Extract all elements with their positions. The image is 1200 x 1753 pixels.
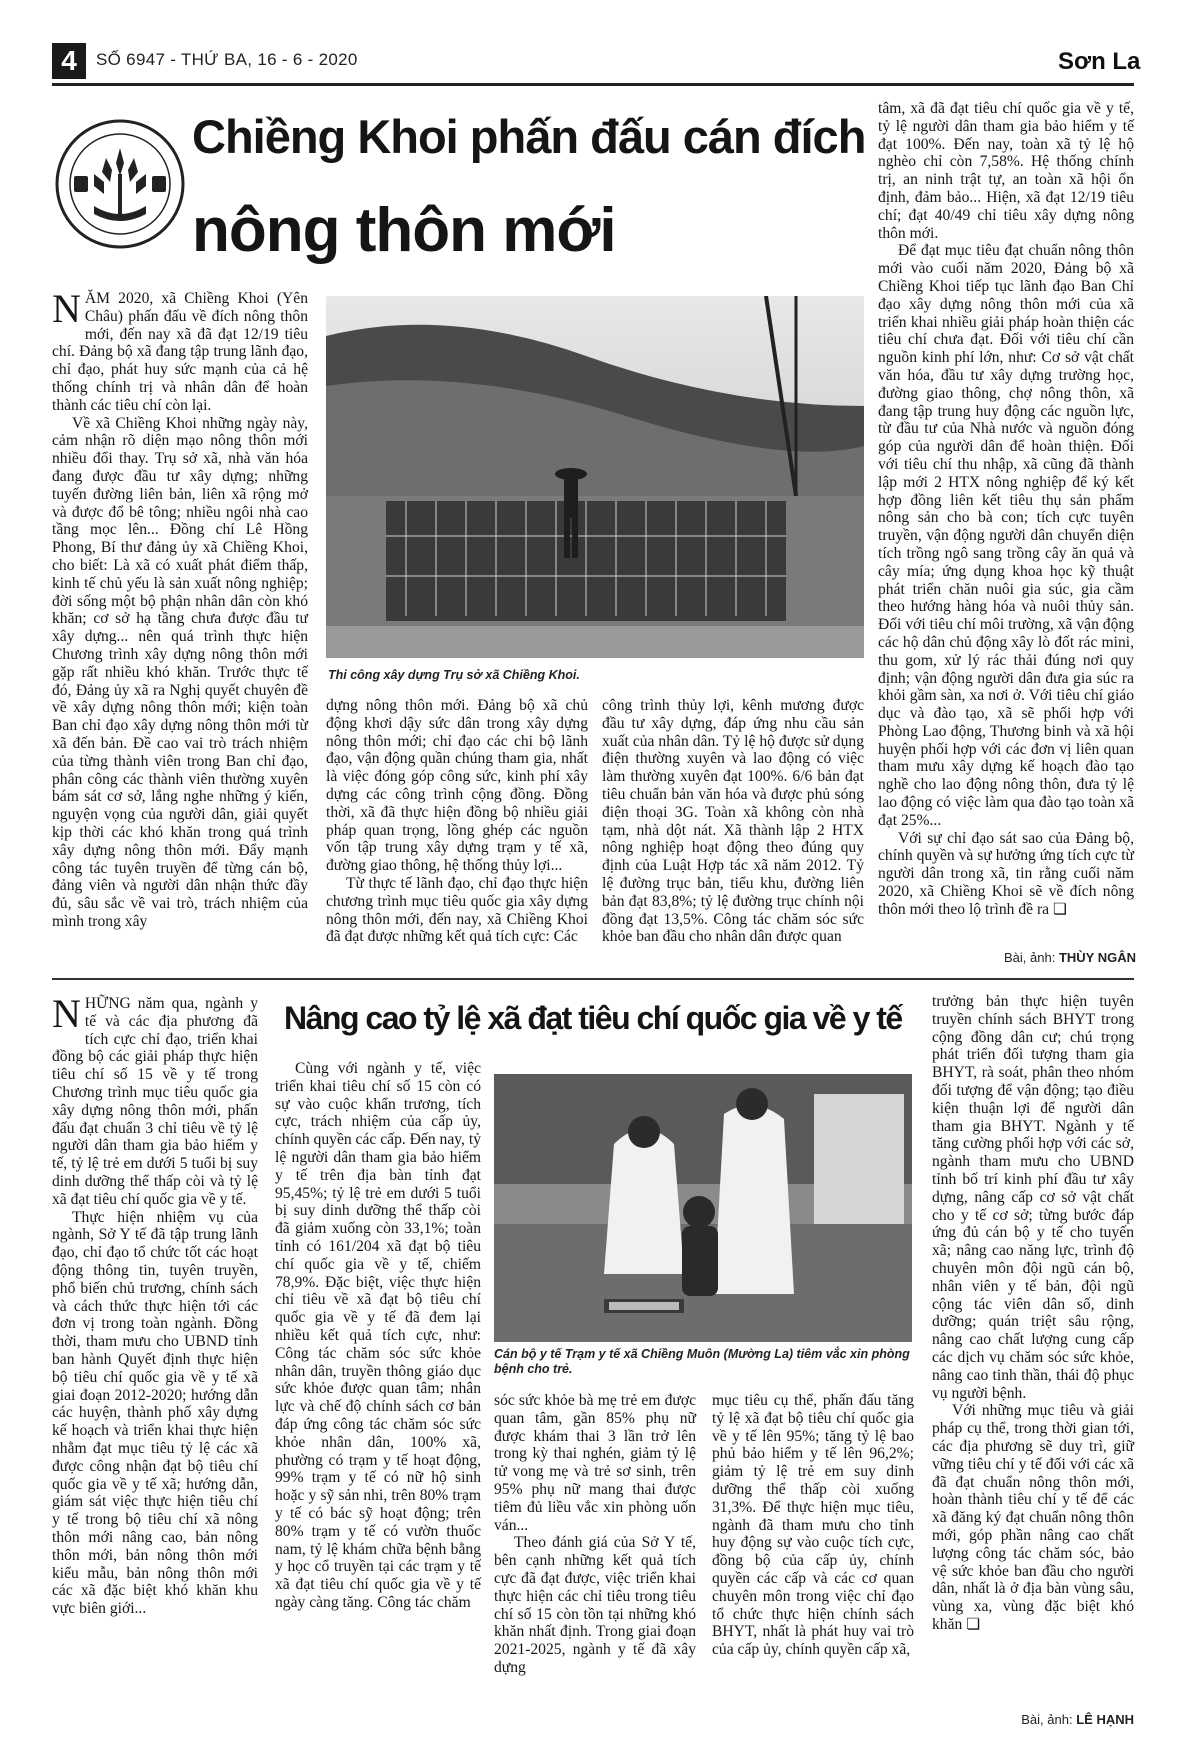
article1-title-line1: Chiềng Khoi phấn đấu cán đích	[192, 110, 866, 163]
article1-paragraph: Từ thực tế lãnh đạo, chỉ đạo thực hiện chương trình mục tiêu quốc gia xây dựng nông thôn mới, đến nay, xã Chiềng Khoi đã đạt được những kết quả tích cực: Các	[326, 874, 588, 946]
article1-column-3	[602, 697, 864, 946]
article2-paragraph: HỮNG năm qua, ngành y tế và các địa phương đã tích cực chỉ đạo, triển khai đồng bộ các giải pháp thực hiện tiêu chí số 15 về y tế trong Chương trình mục tiêu quốc gia xây dựng nông thôn mới, phấn đấu đạt chuẩn 3 chỉ tiêu về tỷ lệ người dân tham gia bảo hiểm y tế, tỷ lệ trẻ em dưới 5 tuổi bị suy dinh dưỡng thể thấp còi và tỷ lệ xã đạt tiêu chí quốc gia về y tế.	[52, 995, 258, 1208]
article1-title-line2: nông thôn mới	[192, 196, 616, 265]
article1-column-4	[878, 100, 1134, 919]
dropcap: N	[52, 286, 81, 331]
article2-paragraph: Theo đánh giá của Sở Y tế, bên cạnh những kết quả tích cực đã đạt được, việc triển khai thực hiện các chỉ tiêu trong tiêu chí số 15 còn tồn tại những khó khăn nhất định. Trong giai đoạn 2021-2025, ngành y tế đã xây dựng	[494, 1534, 696, 1676]
article-divider	[52, 978, 1134, 980]
article1-column-1	[52, 286, 308, 931]
byline-prefix: Bài, ảnh:	[1021, 1712, 1073, 1727]
construction-photo	[326, 296, 864, 658]
issue-date: SỐ 6947 - THỨ BA, 16 - 6 - 2020	[96, 50, 358, 69]
article2-column-2	[275, 1060, 481, 1612]
nong-thon-moi-logo-icon	[54, 118, 186, 250]
article2-paragraph: trưởng bản thực hiện tuyên truyền chính sách BHYT trong cộng đồng dân cư; chú trọng phát triển đối tượng tham gia BHYT, rà soát, phân theo nhóm đối tượng để vận động; tạo điều kiện thuận lợi để người dân tham gia BHYT. Ngành y tế tăng cường phối hợp với các sở, ngành tham mưu cho UBND tỉnh bố trí kinh phí đầu tư xây dựng, nâng cấp cơ sở vật chất cho y tế cơ sở; từng bước đáp ứng đủ cán bộ y tế cho tuyến xã; nâng cao năng lực, trình độ chuyên môn đội ngũ cán bộ, nhân viên y tế bản, đội ngũ cộng tác viên dân số, dinh dưỡng; quán triệt sâu rộng, nâng cao chất lượng cung cấp các dịch vụ chăm sóc sức khỏe, nâng cao tinh thần, thái độ phục vụ người bệnh.	[932, 993, 1134, 1402]
byline-author: THÙY NGÂN	[1058, 950, 1136, 965]
article1-paragraph: Về xã Chiềng Khoi những ngày này, cảm nhận rõ diện mạo nông thôn mới nhiều đổi thay. Trụ sở xã, nhà văn hóa đang được đầu tư xây dựng; những tuyến đường liên bản, liên xã rộng mở và được đổ bê tông; nhiều ngôi nhà cao tầng mọc lên... Đồng chí Lê Hồng Phong, Bí thư đảng ủy xã Chiềng Khoi, cho biết: Là xã có xuất phát điểm thấp, kinh tế chủ yếu là sản xuất nông nghiệp; đời sống một bộ phận nhân dân còn khó khăn; cơ sở hạ tầng chưa được đầu tư xây dựng... nên quá trình thực hiện Chương trình xây dựng nông thôn mới gặp rất nhiều khó khăn. Trước thực tế đó, Đảng ủy xã ra Nghị quyết chuyên đề về xây dựng nông thôn mới; kiện toàn Ban chỉ đạo xây dựng nông thôn mới từ xã đến bản. Đề cao vai trò trách nhiệm của từng thành viên trong Ban chỉ đạo, phân công các thành viên thường xuyên bám sát cơ sở, lắng nghe những ý kiến, nguyện vọng của người dân, giải quyết kịp thời các khó khăn trong quá trình xây dựng nông thôn mới. Đẩy mạnh công tác tuyên truyền để từng cán bộ, đảng viên và người dân nhận thức đầy đủ, sâu sắc về vai trò, trách nhiệm của mình trong xây	[52, 414, 308, 930]
article2-column-1	[52, 991, 258, 1618]
article2-paragraph: mục tiêu cụ thể, phấn đấu tăng tỷ lệ xã đạt bộ tiêu chí quốc gia về y tế lên 95%; tăng tỷ lệ bao phủ bảo hiểm y tế lên 96,2%; giảm tỷ lệ trẻ em suy dinh dưỡng thể thấp còi xuống 31,3%. Để thực hiện mục tiêu, ngành đã tham mưu cho tỉnh huy động sự vào cuộc tích cực, đồng bộ của cấp ủy, chính quyền các cấp và các cơ quan chuyên môn trong việc chỉ đạo tổ chức thực hiện chính sách BHYT, nhất là phát huy vai trò của cấp ủy, chính quyền cấp xã,	[712, 1392, 914, 1659]
article1-paragraph: Với sự chỉ đạo sát sao của Đảng bộ, chính quyền và sự hưởng ứng tích cực từ người dân trong xã, tin rằng cuối năm 2020, xã Chiềng Khoi sẽ về đích nông thôn mới theo lộ trình đề ra ❏	[878, 829, 1134, 918]
article2-byline	[1004, 1712, 1134, 1727]
article1-byline	[1004, 950, 1134, 965]
dropcap: N	[52, 991, 81, 1036]
article2-paragraph: Thực hiện nhiệm vụ của ngành, Sở Y tế đã tập trung lãnh đạo, chỉ đạo tổ chức tốt các hoạt động thông tin, tuyên truyền, phổ biến chủ trương, chính sách và cách thức thực hiện tới các đơn vị trong toàn ngành. Đồng thời, tham mưu cho UBND tỉnh ban hành Quyết định thực hiện bộ tiêu chí quốc gia về y tế xã giai đoạn 2012-2020; hướng dẫn các huyện, thành phố xây dựng kế hoạch và triển khai thực hiện nhằm đạt mục tiêu tỷ lệ các xã được công nhận đạt bộ tiêu chí quốc gia về y tế xã; hướng dẫn, giám sát việc thực hiện tiêu chí y tế trong bộ tiêu chí xã nông thôn mới nâng cao, bản nông thôn mới, bản nông thôn mới kiểu mẫu, bản nông thôn mới các xã đặc biệt khó khăn khu vực biên giới...	[52, 1208, 258, 1618]
article2-column-4	[712, 1392, 914, 1659]
article2-paragraph: sóc sức khỏe bà mẹ trẻ em được quan tâm, gần 85% phụ nữ được khám thai 3 lần trở lên trong kỳ thai nghén, giảm tỷ lệ tử vong mẹ và trẻ sơ sinh, trên 95% phụ nữ mang thai được tiêm đủ liều vắc xin phòng uốn ván...	[494, 1392, 696, 1534]
article1-paragraph: dựng nông thôn mới. Đảng bộ xã chủ động khơi dậy sức dân trong xây dựng nông thôn mới; chỉ đạo các chi bộ lãnh đạo, vận động quần chúng tham gia, nhất là việc đóng góp công sức, kinh phí xây dựng các công trình cộng đồng. Đồng thời, xã đã thực hiện đồng bộ nhiều giải pháp quan trọng, lồng ghép các nguồn vốn tập trung xây dựng trạm y tế xã, đường giao thông, hệ thống thủy lợi...	[326, 697, 588, 875]
article2-column-5	[932, 993, 1134, 1634]
article1-paragraph: Để đạt mục tiêu đạt chuẩn nông thôn mới vào cuối năm 2020, Đảng bộ xã Chiềng Khoi tiếp tục lãnh đạo Ban Chỉ đạo xây dựng nông thôn mới của xã triển khai nhiều giải pháp hoàn thiện các tiêu chí chưa đạt. Đối với tiêu chí cần nguồn kinh phí lớn, như: Cơ sở vật chất văn hóa, đầu tư xây dựng trường học, đường giao thông, chợ nông thôn, xã đang tập trung huy động các nguồn lực, từ đầu tư của Nhà nước và nguồn đóng góp của người dân để hoàn thiện. Đối với tiêu chí thu nhập, xã cũng đã thành lập mới 2 HTX nông nghiệp để ký kết hợp đồng liên kết tiêu thụ sản phẩm nông sản cho bà con; tích cực tuyên truyền, vận động người dân chuyển diện tích trồng ngô sang trồng cây ăn quả và cây mía; ứng dụng khoa học kỹ thuật phát triển chăn nuôi gia súc, gia cầm theo hướng hàng hóa và nuôi thủy sản. Đối với tiêu chí môi trường, xã vận động các hộ dân chủ động xây lò đốt rác mini, thu gom, xử lý rác thải đúng nơi quy định; vận động người dân đưa gia súc ra khỏi gầm sàn, xa nơi ở. Với tiêu chí giáo dục và đào tạo, xã sẽ phối hợp với Phòng Lao động, Thương binh và xã hội huyện phối hợp với các đơn vị liên quan tham mưu xây dựng kế hoạch đào tạo nghề cho lao động nông thôn, đưa tỷ lệ lao động có việc làm qua đào tạo toàn xã đạt 25%...	[878, 242, 1134, 829]
photo-caption: Thi công xây dựng Trụ sở xã Chiềng Khoi.	[328, 668, 580, 682]
article2-paragraph: Với những mục tiêu và giải pháp cụ thể, trong thời gian tới, các địa phương sẽ duy trì, giữ vững tiêu chí y tế đối với các xã đã đạt chuẩn nông thôn mới, hoàn thành tiêu chí y tế để các xã đăng ký đạt chuẩn nông thôn mới, góp phần nâng cao chất lượng công tác chăm sóc, bảo vệ sức khỏe ban đầu cho người dân, nhất là ở địa bàn vùng sâu, vùng xa, vùng đặc biệt khó khăn ❏	[932, 1402, 1134, 1633]
article1-column-2	[326, 697, 588, 946]
page-number: 4	[52, 43, 86, 79]
section-name: Sơn La	[1058, 48, 1141, 75]
article2-column-3	[494, 1392, 696, 1677]
article2-title: Nâng cao tỷ lệ xã đạt tiêu chí quốc gia về y tế	[284, 1000, 902, 1036]
byline-author: LÊ HẠNH	[1076, 1712, 1134, 1727]
photo-caption: Cán bộ y tế Trạm y tế xã Chiềng Muôn (Mường La) tiêm vắc xin phòng bệnh cho trẻ.	[494, 1347, 910, 1376]
article1-paragraph: công trình thủy lợi, kênh mương được đầu tư xây dựng, đáp ứng nhu cầu sản xuất của nhân dân. Tỷ lệ hộ được sử dụng điện thường xuyên và lao động có việc làm thường xuyên đạt 100%. 6/6 bản đạt tiêu chuẩn bản văn hóa và được phủ sóng điện thoại 3G. Toàn xã không còn nhà tạm, nhà dột nát. Xã thành lập 2 HTX nông nghiệp hoạt động theo đúng quy định của Luật Hợp tác xã năm 2012. Tỷ lệ đường trục bản, tiểu khu, đường liên bản đạt 83,8%; tỷ lệ đường trục chính nội đồng đạt 13,5%. Công tác chăm sóc sức khỏe ban đầu cho nhân dân được quan	[602, 697, 864, 946]
article1-paragraph: ĂM 2020, xã Chiềng Khoi (Yên Châu) phấn đấu về đích nông thôn mới, đến nay xã đã đạt 12/19 tiêu chí. Đảng bộ xã đang tập trung lãnh đạo, chỉ đạo, phát huy sức mạnh của cả hệ thống chính trị và nhân dân để hoàn thành các tiêu chí còn lại.	[52, 290, 308, 414]
vaccination-photo	[494, 1074, 912, 1342]
article1-paragraph: tâm, xã đã đạt tiêu chí quốc gia về y tế, tỷ lệ người dân tham gia bảo hiểm y tế đạt 100%. Đến nay, toàn xã tỷ lệ hộ nghèo chỉ còn 7,58%. Hệ thống chính trị, an ninh trật tự, an toàn xã hội ổn định, đảm bảo... Hiện, xã đạt 12/19 tiêu chí; đạt 40/49 chỉ tiêu xây dựng nông thôn mới.	[878, 100, 1134, 242]
byline-prefix: Bài, ảnh:	[1004, 950, 1056, 965]
header-rule	[52, 83, 1134, 86]
article2-paragraph: Cùng với ngành y tế, việc triển khai tiêu chí số 15 còn có sự vào cuộc khẩn trương, tích cực, trách nhiệm của cấp ủy, chính quyền các cấp. Đến nay, tỷ lệ người dân tham gia bảo hiểm y tế trên địa bàn tỉnh đạt 95,45%; tỷ lệ trẻ em dưới 5 tuổi bị suy dinh dưỡng thể thấp còi đã giảm xuống còn 33,1%; toàn tỉnh có 161/204 xã đạt bộ tiêu chí quốc gia về y tế, chiếm 78,9%. Đặc biệt, việc thực hiện chỉ tiêu về xã đạt bộ tiêu chí quốc gia về y tế đã đem lại nhiều kết quả tích cực, như: Công tác chăm sóc sức khỏe nhân dân, truyền thông giáo dục sức khỏe được quan tâm; nhân lực và chế độ chính sách cơ bản đáp ứng công tác chăm sóc sức khỏe nhân dân, 100% xã, phường có trạm y tế hoạt động, 99% trạm y tế có nữ hộ sinh hoặc y sỹ sản nhi, trên 80% trạm y tế có bác sỹ hoạt động; trên 80% trạm y tế có vườn thuốc nam, tỷ lệ khám chữa bệnh bằng y học cổ truyền tại các trạm y tế xã đạt tiêu chí quốc gia về y tế ngày càng tăng. Công tác chăm	[275, 1060, 481, 1611]
